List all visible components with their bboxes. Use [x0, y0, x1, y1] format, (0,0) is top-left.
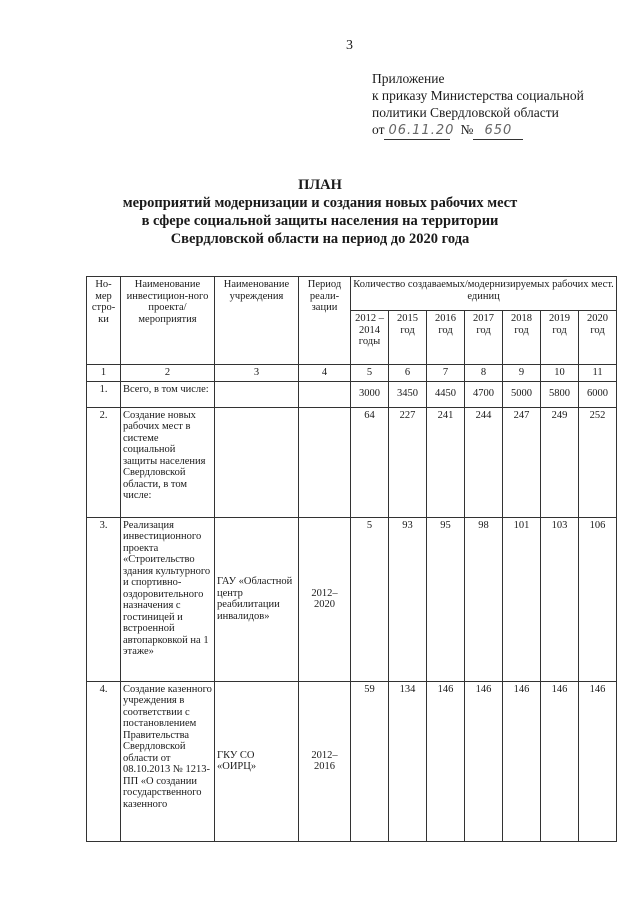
order-no-prefix: № — [460, 122, 474, 137]
title-line-4: Свердловской области на период до 2020 года — [170, 231, 470, 247]
row-value: 106 — [579, 517, 617, 681]
col-number: 5 — [351, 365, 389, 382]
header-year: 2012 – 2014 годы — [351, 311, 389, 365]
row-value: 247 — [503, 407, 541, 517]
header-period: Период реали-зации — [299, 277, 351, 365]
row-period: 2012–2016 — [299, 681, 351, 841]
row-period — [299, 381, 351, 407]
col-number: 3 — [215, 365, 299, 382]
row-value: 95 — [427, 517, 465, 681]
row-value: 146 — [465, 681, 503, 841]
title-line-1: ПЛАН — [298, 177, 342, 193]
row-value: 3450 — [389, 381, 427, 407]
row-value: 5000 — [503, 381, 541, 407]
row-name: Создание казенного учреждения в соответствии с постановлением Правительства Свердловской области от 08.10.2013 № 1213-ПП «О создании государственного казенного — [121, 681, 215, 841]
col-number: 10 — [541, 365, 579, 382]
row-value: 64 — [351, 407, 389, 517]
row-value: 146 — [541, 681, 579, 841]
row-value: 6000 — [579, 381, 617, 407]
header-year: 2016 год — [427, 311, 465, 365]
row-institution: ГАУ «Областной центр реабилитации инвалидов» — [215, 517, 299, 681]
row-value: 3000 — [351, 381, 389, 407]
appendix-block — [372, 70, 622, 140]
col-number: 6 — [389, 365, 427, 382]
row-value: 98 — [465, 517, 503, 681]
header-row-1 — [87, 277, 617, 311]
row-value: 93 — [389, 517, 427, 681]
row-institution: ГКУ СО «ОИРЦ» — [215, 681, 299, 841]
col-number: 9 — [503, 365, 541, 382]
title-line-2: мероприятий модернизации и создания новых рабочих мест — [122, 195, 518, 211]
row-number: 3. — [87, 517, 121, 681]
table-row — [87, 517, 617, 681]
row-value: 59 — [351, 681, 389, 841]
row-value: 134 — [389, 681, 427, 841]
row-name: Всего, в том числе: — [121, 381, 215, 407]
row-value: 4450 — [427, 381, 465, 407]
row-value: 5 — [351, 517, 389, 681]
header-year: 2017 год — [465, 311, 503, 365]
header-institution: Наименование учреждения — [215, 277, 299, 365]
header-year: 2015 год — [389, 311, 427, 365]
row-name: Создание новых рабочих мест в системе социальной защиты населения Свердловской области, в том числе: — [121, 407, 215, 517]
row-value: 146 — [427, 681, 465, 841]
order-date: 06.11.20 — [384, 122, 450, 140]
header-quantity: Количество создаваемых/модернизируемых рабочих мест. единиц — [351, 277, 617, 311]
document-title — [100, 176, 540, 248]
row-period — [299, 407, 351, 517]
header-year: 2019 год — [541, 311, 579, 365]
page-number: 3 — [346, 38, 353, 53]
table-row — [87, 681, 617, 841]
col-number: 4 — [299, 365, 351, 382]
table-row — [87, 407, 617, 517]
header-row-no: Но-мер стро-ки — [87, 277, 121, 365]
header-year: 2020 год — [579, 311, 617, 365]
title-line-3: в сфере социальной защиты населения на территории — [141, 213, 499, 229]
col-number: 8 — [465, 365, 503, 382]
column-numbers-row — [87, 365, 617, 382]
col-number: 11 — [579, 365, 617, 382]
row-value: 5800 — [541, 381, 579, 407]
row-name: Реализация инвестиционного проекта «Строительство здания культурного и спортивно-оздоровительного назначения с гостиницей и встроенной автопарковкой на 1 этаже» — [121, 517, 215, 681]
row-number: 2. — [87, 407, 121, 517]
row-value: 4700 — [465, 381, 503, 407]
row-institution — [215, 381, 299, 407]
row-number: 4. — [87, 681, 121, 841]
col-number: 2 — [121, 365, 215, 382]
header-project: Наименование инвестицион-ного проекта/ мероприятия — [121, 277, 215, 365]
row-value: 146 — [503, 681, 541, 841]
header-year: 2018 год — [503, 311, 541, 365]
row-value: 249 — [541, 407, 579, 517]
row-value: 146 — [579, 681, 617, 841]
row-institution — [215, 407, 299, 517]
col-number: 7 — [427, 365, 465, 382]
row-value: 227 — [389, 407, 427, 517]
appendix-line-1: Приложение — [372, 71, 445, 86]
row-value: 244 — [465, 407, 503, 517]
order-prefix: от — [372, 122, 385, 137]
order-number: 650 — [473, 122, 523, 140]
appendix-line-3: политики Свердловской области — [372, 105, 559, 120]
row-period: 2012–2020 — [299, 517, 351, 681]
row-value: 101 — [503, 517, 541, 681]
plan-table — [86, 276, 617, 842]
table-row — [87, 381, 617, 407]
row-value: 103 — [541, 517, 579, 681]
order-line — [372, 121, 622, 140]
row-value: 241 — [427, 407, 465, 517]
col-number: 1 — [87, 365, 121, 382]
row-value: 252 — [579, 407, 617, 517]
appendix-line-2: к приказу Министерства социальной — [372, 88, 584, 103]
row-number: 1. — [87, 381, 121, 407]
